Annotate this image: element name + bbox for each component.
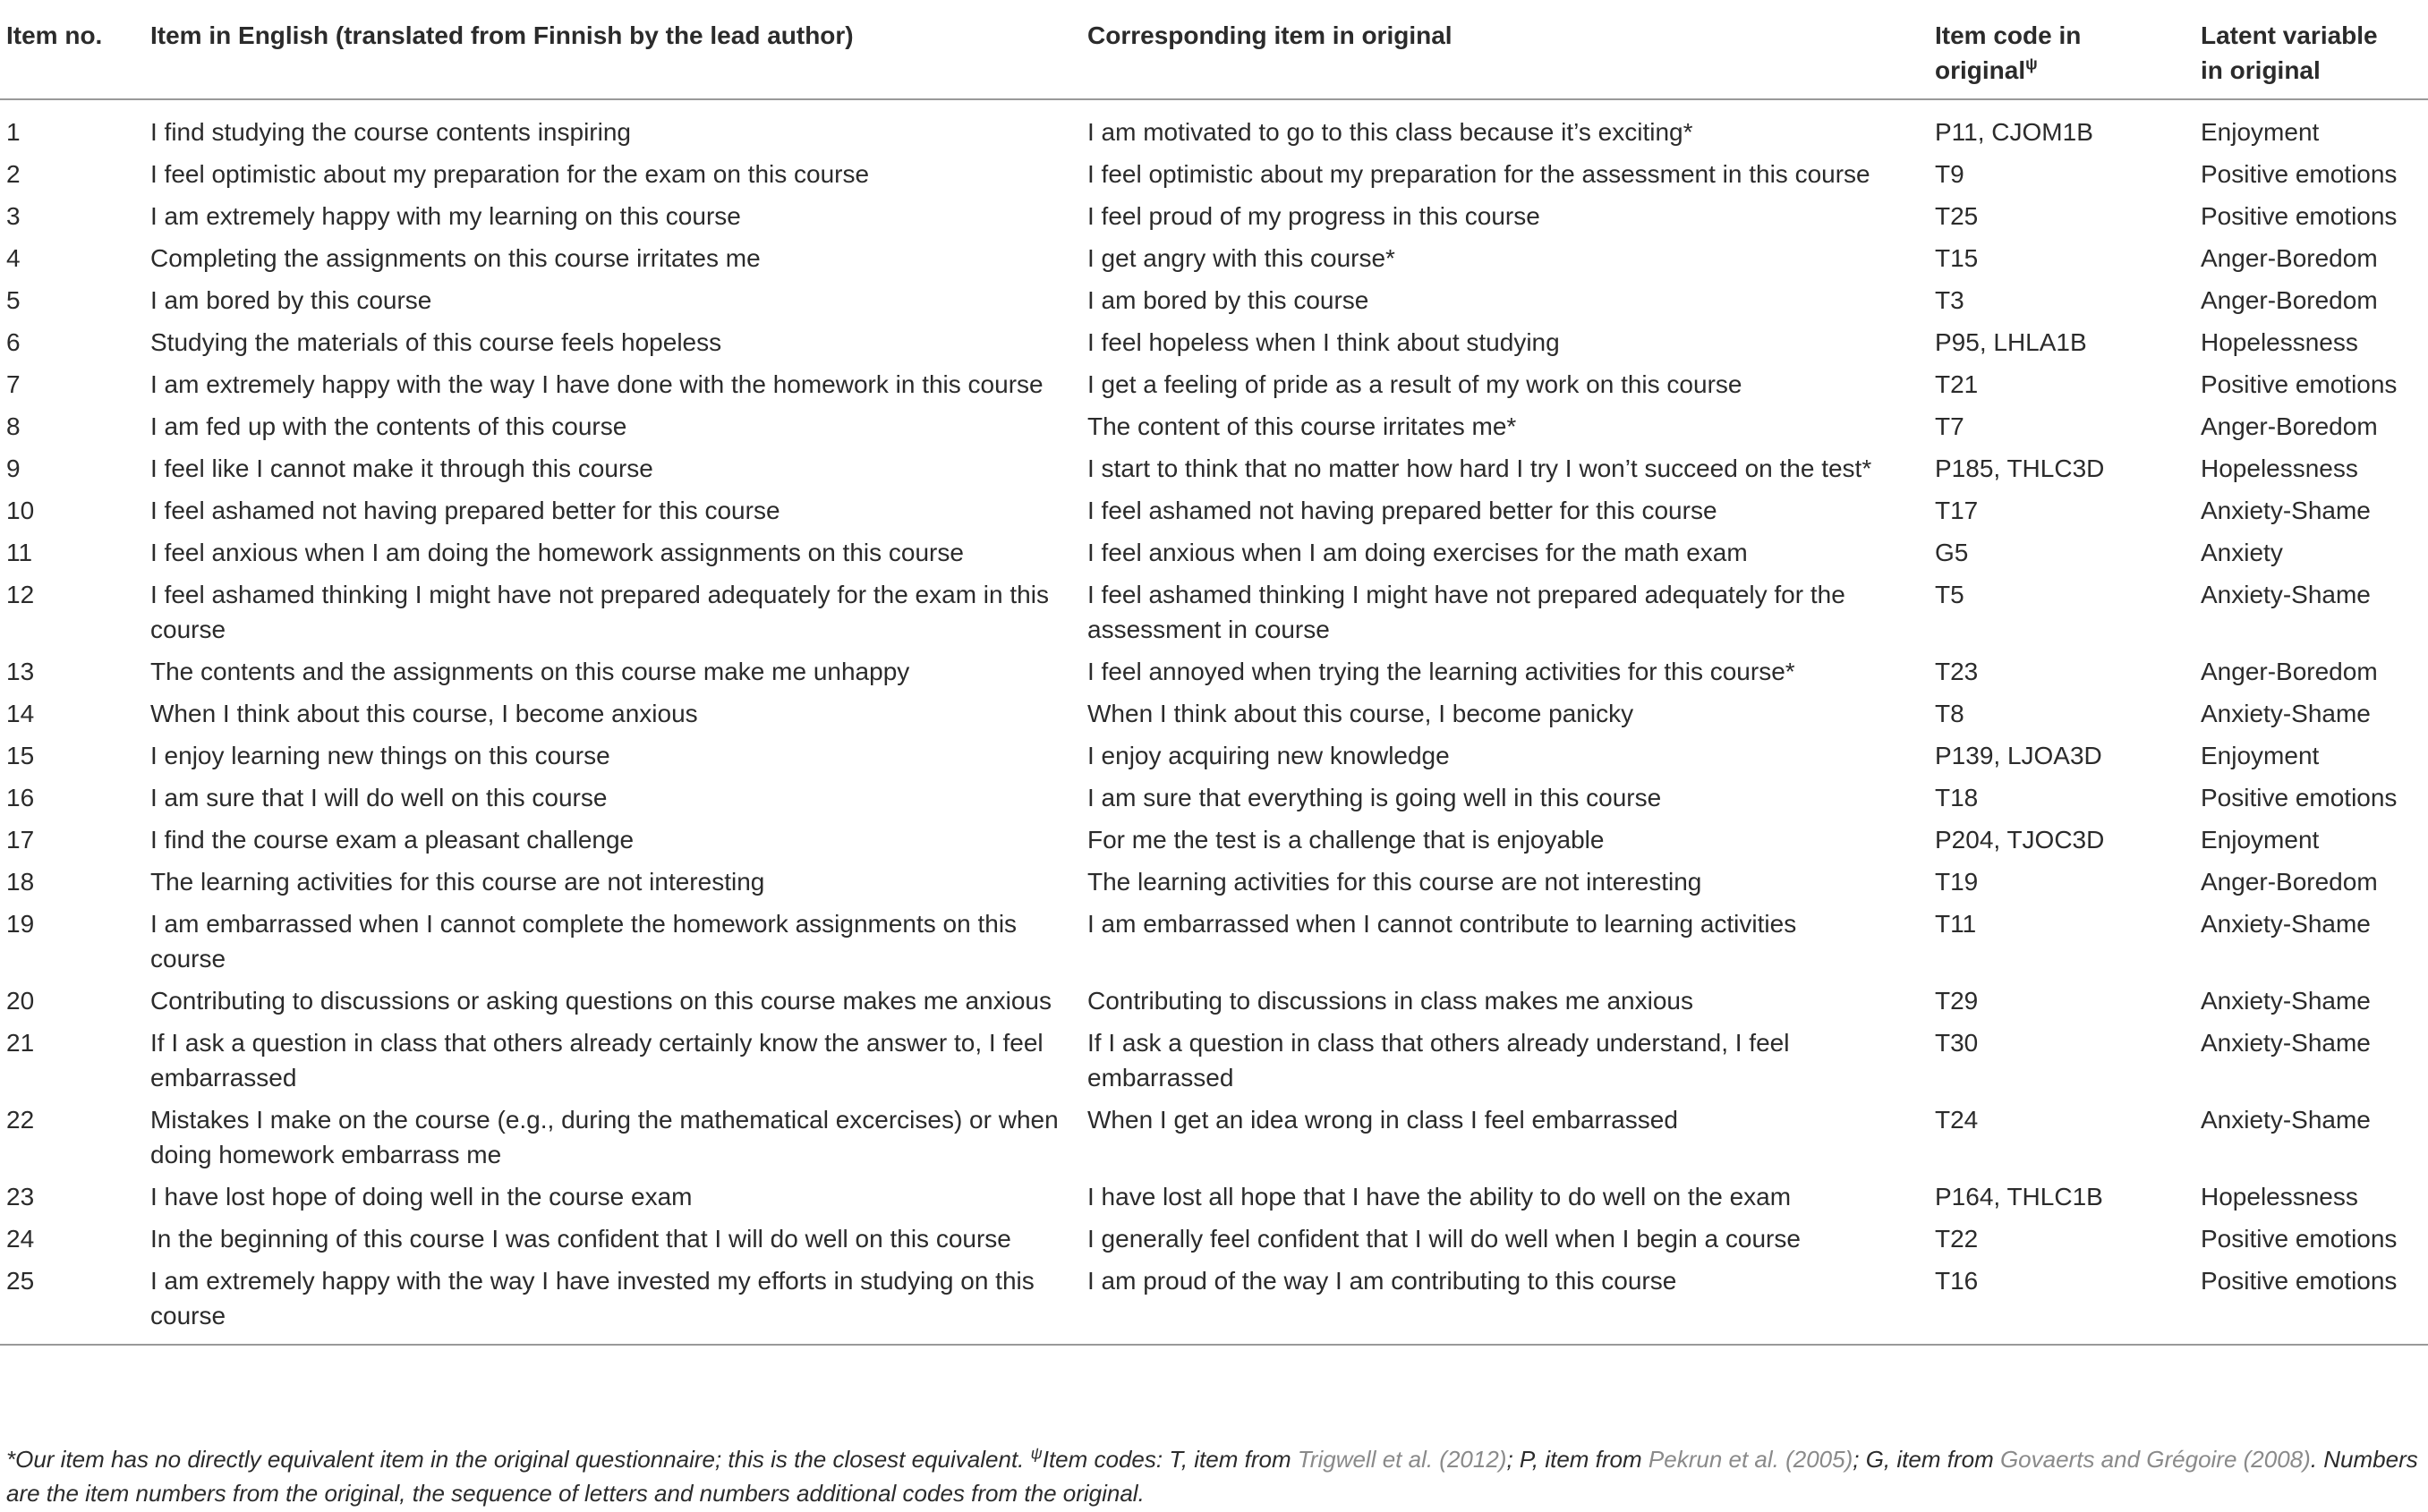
header-item-code-line1: Item code in: [1935, 21, 2082, 49]
table-row: [0, 1260, 2428, 1345]
table-row: [0, 692, 2428, 735]
cell-item-no: 3: [6, 202, 21, 230]
cell-item-code: T11: [1935, 910, 1977, 938]
cell-item-no: 5: [6, 286, 21, 314]
table-body: [0, 99, 2428, 1345]
psi-mark: ψ: [2025, 55, 2038, 73]
header-corresponding: Corresponding item in original: [1087, 21, 1453, 49]
table-row: [0, 650, 2428, 692]
table-row: [0, 237, 2428, 279]
footnote-text-5: . Numbers are the item numbers from the original, the sequence of letters and numbers additional codes from the original.: [6, 1446, 2418, 1507]
cell-item-english: I am extremely happy with the way I have invested my efforts in studying on this course: [150, 1267, 1035, 1329]
cell-item-english: I find studying the course contents inspiring: [150, 118, 631, 146]
cell-corresponding-item: I feel annoyed when trying the learning activities for this course*: [1087, 658, 1795, 685]
cell-item-no: 12: [6, 581, 35, 608]
cell-latent-variable: Anger-Boredom: [2201, 286, 2378, 314]
reference-link-pekrun[interactable]: Pekrun et al. (2005): [1648, 1446, 1853, 1473]
cell-latent-variable: Positive emotions: [2201, 784, 2398, 811]
table-row: [0, 1218, 2428, 1260]
cell-corresponding-item: For me the test is a challenge that is enjoyable: [1087, 826, 1605, 854]
table-row: [0, 531, 2428, 573]
cell-item-no: 21: [6, 1029, 35, 1057]
header-latent-variable: [2201, 13, 2428, 99]
cell-item-english: I feel ashamed thinking I might have not prepared adequately for the exam in this course: [150, 581, 1049, 643]
table-row: [0, 321, 2428, 363]
cell-latent-variable: Anxiety-Shame: [2201, 1106, 2371, 1134]
cell-item-no: 14: [6, 700, 35, 727]
cell-item-english: I am embarrassed when I cannot complete the homework assignments on this course: [150, 910, 1018, 973]
cell-item-english: Mistakes I make on the course (e.g., during the mathematical excercises) or when doing homework embarrass me: [150, 1106, 1059, 1168]
cell-item-code: T3: [1935, 286, 1964, 314]
cell-item-code: P139, LJOA3D: [1935, 742, 2102, 769]
cell-item-english: The learning activities for this course are not interesting: [150, 868, 765, 896]
cell-item-code: P204, TJOC3D: [1935, 826, 2105, 854]
cell-latent-variable: Enjoyment: [2201, 826, 2320, 854]
cell-corresponding-item: When I think about this course, I become panicky: [1087, 700, 1634, 727]
cell-item-code: G5: [1935, 539, 1969, 566]
cell-corresponding-item: I feel proud of my progress in this course: [1087, 202, 1540, 230]
cell-item-english: I enjoy learning new things on this course: [150, 742, 610, 769]
cell-item-code: T24: [1935, 1106, 1979, 1134]
cell-item-no: 16: [6, 784, 35, 811]
cell-corresponding-item: I feel ashamed thinking I might have not prepared adequately for the assessment in course: [1087, 581, 1845, 643]
table-row: [0, 735, 2428, 777]
table-row: [0, 1176, 2428, 1218]
table-row: [0, 777, 2428, 819]
cell-item-code: T29: [1935, 987, 1979, 1015]
cell-item-code: T9: [1935, 160, 1964, 188]
cell-item-english: I have lost hope of doing well in the course exam: [150, 1183, 693, 1210]
cell-item-english: I am sure that I will do well on this course: [150, 784, 608, 811]
cell-item-code: T7: [1935, 412, 1964, 440]
cell-item-no: 22: [6, 1106, 35, 1134]
cell-item-code: T19: [1935, 868, 1979, 896]
cell-item-code: T8: [1935, 700, 1964, 727]
header-row: [0, 13, 2428, 99]
cell-corresponding-item: If I ask a question in class that others already understand, I feel embarrassed: [1087, 1029, 1790, 1092]
table-row: [0, 573, 2428, 650]
table-row: [0, 279, 2428, 321]
cell-latent-variable: Anger-Boredom: [2201, 868, 2378, 896]
cell-item-code: T25: [1935, 202, 1979, 230]
cell-latent-variable: Hopelessness: [2201, 1183, 2358, 1210]
cell-corresponding-item: I have lost all hope that I have the ability to do well on the exam: [1087, 1183, 1792, 1210]
footnote-text-3: ; P, item from: [1506, 1446, 1648, 1473]
cell-corresponding-item: The content of this course irritates me*: [1087, 412, 1517, 440]
footnote-text-2: Item codes: T, item from: [1042, 1446, 1298, 1473]
table-row: [0, 819, 2428, 861]
cell-item-no: 15: [6, 742, 35, 769]
cell-corresponding-item: I am embarrassed when I cannot contribute to learning activities: [1087, 910, 1797, 938]
cell-item-no: 20: [6, 987, 35, 1015]
table-footnote: [6, 1442, 2423, 1510]
cell-item-english: Studying the materials of this course feels hopeless: [150, 328, 722, 356]
reference-link-trigwell[interactable]: Trigwell et al. (2012): [1297, 1446, 1507, 1473]
cell-item-english: Completing the assignments on this course irritates me: [150, 244, 761, 272]
cell-latent-variable: Anger-Boredom: [2201, 658, 2378, 685]
header-item-english: Item in English (translated from Finnish by the lead author): [150, 21, 854, 49]
cell-item-no: 2: [6, 160, 21, 188]
cell-latent-variable: Anxiety-Shame: [2201, 581, 2371, 608]
table-row: [0, 903, 2428, 980]
cell-item-code: P95, LHLA1B: [1935, 328, 2087, 356]
header-latent-line2: in original: [2201, 56, 2321, 84]
cell-corresponding-item: I feel anxious when I am doing exercises for the math exam: [1087, 539, 1748, 566]
cell-corresponding-item: I am motivated to go to this class because it’s exciting*: [1087, 118, 1693, 146]
cell-item-no: 1: [6, 118, 21, 146]
cell-item-no: 11: [6, 539, 33, 566]
cell-item-code: T22: [1935, 1225, 1979, 1253]
cell-item-english: I am extremely happy with the way I have done with the homework in this course: [150, 370, 1044, 398]
table-row: [0, 99, 2428, 153]
cell-latent-variable: Anxiety-Shame: [2201, 497, 2371, 524]
header-item-code-line2: original: [1935, 56, 2026, 84]
footnote-text-4: ; G, item from: [1853, 1446, 2000, 1473]
cell-item-english: The contents and the assignments on this course make me unhappy: [150, 658, 910, 685]
cell-item-no: 7: [6, 370, 21, 398]
cell-item-english: When I think about this course, I become anxious: [150, 700, 698, 727]
cell-item-no: 13: [6, 658, 35, 685]
cell-item-code: T21: [1935, 370, 1979, 398]
cell-item-code: T17: [1935, 497, 1979, 524]
cell-latent-variable: Anger-Boredom: [2201, 244, 2378, 272]
cell-corresponding-item: I am sure that everything is going well in this course: [1087, 784, 1662, 811]
cell-item-no: 25: [6, 1267, 35, 1295]
cell-latent-variable: Anxiety-Shame: [2201, 987, 2371, 1015]
footnote-psi-mark: ψ: [1030, 1444, 1043, 1463]
cell-latent-variable: Hopelessness: [2201, 328, 2358, 356]
cell-corresponding-item: I feel ashamed not having prepared better for this course: [1087, 497, 1717, 524]
cell-latent-variable: Anxiety-Shame: [2201, 700, 2371, 727]
cell-item-no: 8: [6, 412, 21, 440]
cell-latent-variable: Hopelessness: [2201, 454, 2358, 482]
cell-corresponding-item: I get a feeling of pride as a result of my work on this course: [1087, 370, 1742, 398]
cell-corresponding-item: I am proud of the way I am contributing to this course: [1087, 1267, 1677, 1295]
cell-item-english: If I ask a question in class that others already certainly know the answer to, I feel embarrassed: [150, 1029, 1044, 1092]
table-row: [0, 447, 2428, 489]
table-row: [0, 363, 2428, 405]
cell-corresponding-item: I am bored by this course: [1087, 286, 1369, 314]
cell-item-no: 4: [6, 244, 21, 272]
cell-latent-variable: Anxiety: [2201, 539, 2283, 566]
cell-item-no: 9: [6, 454, 21, 482]
cell-item-english: In the beginning of this course I was confident that I will do well on this course: [150, 1225, 1011, 1253]
cell-corresponding-item: I feel optimistic about my preparation for the assessment in this course: [1087, 160, 1870, 188]
cell-item-code: P164, THLC1B: [1935, 1183, 2103, 1210]
cell-corresponding-item: When I get an idea wrong in class I feel embarrassed: [1087, 1106, 1678, 1134]
cell-corresponding-item: The learning activities for this course are not interesting: [1087, 868, 1702, 896]
table-row: [0, 1099, 2428, 1176]
cell-item-no: 19: [6, 910, 35, 938]
header-item-no: Item no.: [6, 21, 103, 49]
cell-corresponding-item: I enjoy acquiring new knowledge: [1087, 742, 1450, 769]
cell-latent-variable: Positive emotions: [2201, 370, 2398, 398]
cell-item-english: I feel like I cannot make it through this course: [150, 454, 653, 482]
cell-latent-variable: Anxiety-Shame: [2201, 1029, 2371, 1057]
cell-item-english: I find the course exam a pleasant challenge: [150, 826, 635, 854]
cell-latent-variable: Positive emotions: [2201, 160, 2398, 188]
cell-latent-variable: Positive emotions: [2201, 202, 2398, 230]
cell-item-english: I feel anxious when I am doing the homework assignments on this course: [150, 539, 964, 566]
cell-item-code: T23: [1935, 658, 1979, 685]
cell-item-no: 18: [6, 868, 35, 896]
cell-item-no: 17: [6, 826, 35, 854]
cell-item-code: T18: [1935, 784, 1979, 811]
cell-corresponding-item: I generally feel confident that I will do well when I begin a course: [1087, 1225, 1801, 1253]
table-row: [0, 861, 2428, 903]
table-row: [0, 195, 2428, 237]
table-row: [0, 405, 2428, 447]
cell-item-english: I am fed up with the contents of this course: [150, 412, 627, 440]
cell-latent-variable: Enjoyment: [2201, 118, 2320, 146]
cell-item-code: T5: [1935, 581, 1964, 608]
cell-item-code: T30: [1935, 1029, 1979, 1057]
table-row: [0, 489, 2428, 531]
cell-latent-variable: Anger-Boredom: [2201, 412, 2378, 440]
items-table: [0, 13, 2428, 1346]
cell-item-code: T16: [1935, 1267, 1979, 1295]
table-row: [0, 980, 2428, 1022]
cell-corresponding-item: I start to think that no matter how hard I try I won’t succeed on the test*: [1087, 454, 1872, 482]
cell-corresponding-item: I get angry with this course*: [1087, 244, 1395, 272]
cell-item-english: I feel ashamed not having prepared better for this course: [150, 497, 780, 524]
cell-latent-variable: Anxiety-Shame: [2201, 910, 2371, 938]
cell-item-english: I feel optimistic about my preparation for the exam on this course: [150, 160, 870, 188]
cell-latent-variable: Positive emotions: [2201, 1225, 2398, 1253]
cell-item-english: I am bored by this course: [150, 286, 432, 314]
cell-item-no: 6: [6, 328, 21, 356]
header-latent-line1: Latent variable: [2201, 21, 2378, 49]
header-item-code: [1935, 13, 2201, 99]
cell-latent-variable: Positive emotions: [2201, 1267, 2398, 1295]
table-row: [0, 153, 2428, 195]
cell-item-english: I am extremely happy with my learning on this course: [150, 202, 741, 230]
cell-corresponding-item: Contributing to discussions in class makes me anxious: [1087, 987, 1693, 1015]
reference-link-govaerts[interactable]: Govaerts and Grégoire (2008): [1999, 1446, 2311, 1473]
cell-item-code: T15: [1935, 244, 1979, 272]
cell-item-no: 23: [6, 1183, 35, 1210]
cell-item-no: 10: [6, 497, 35, 524]
cell-corresponding-item: I feel hopeless when I think about studying: [1087, 328, 1560, 356]
cell-item-code: P185, THLC3D: [1935, 454, 2105, 482]
cell-item-english: Contributing to discussions or asking questions on this course makes me anxious: [150, 987, 1052, 1015]
table-row: [0, 1022, 2428, 1099]
cell-item-code: P11, CJOM1B: [1935, 118, 2093, 146]
cell-item-no: 24: [6, 1225, 35, 1253]
cell-latent-variable: Enjoyment: [2201, 742, 2320, 769]
footnote-text-1: *Our item has no directly equivalent item in the original questionnaire; this is the closest equivalent.: [6, 1446, 1031, 1473]
